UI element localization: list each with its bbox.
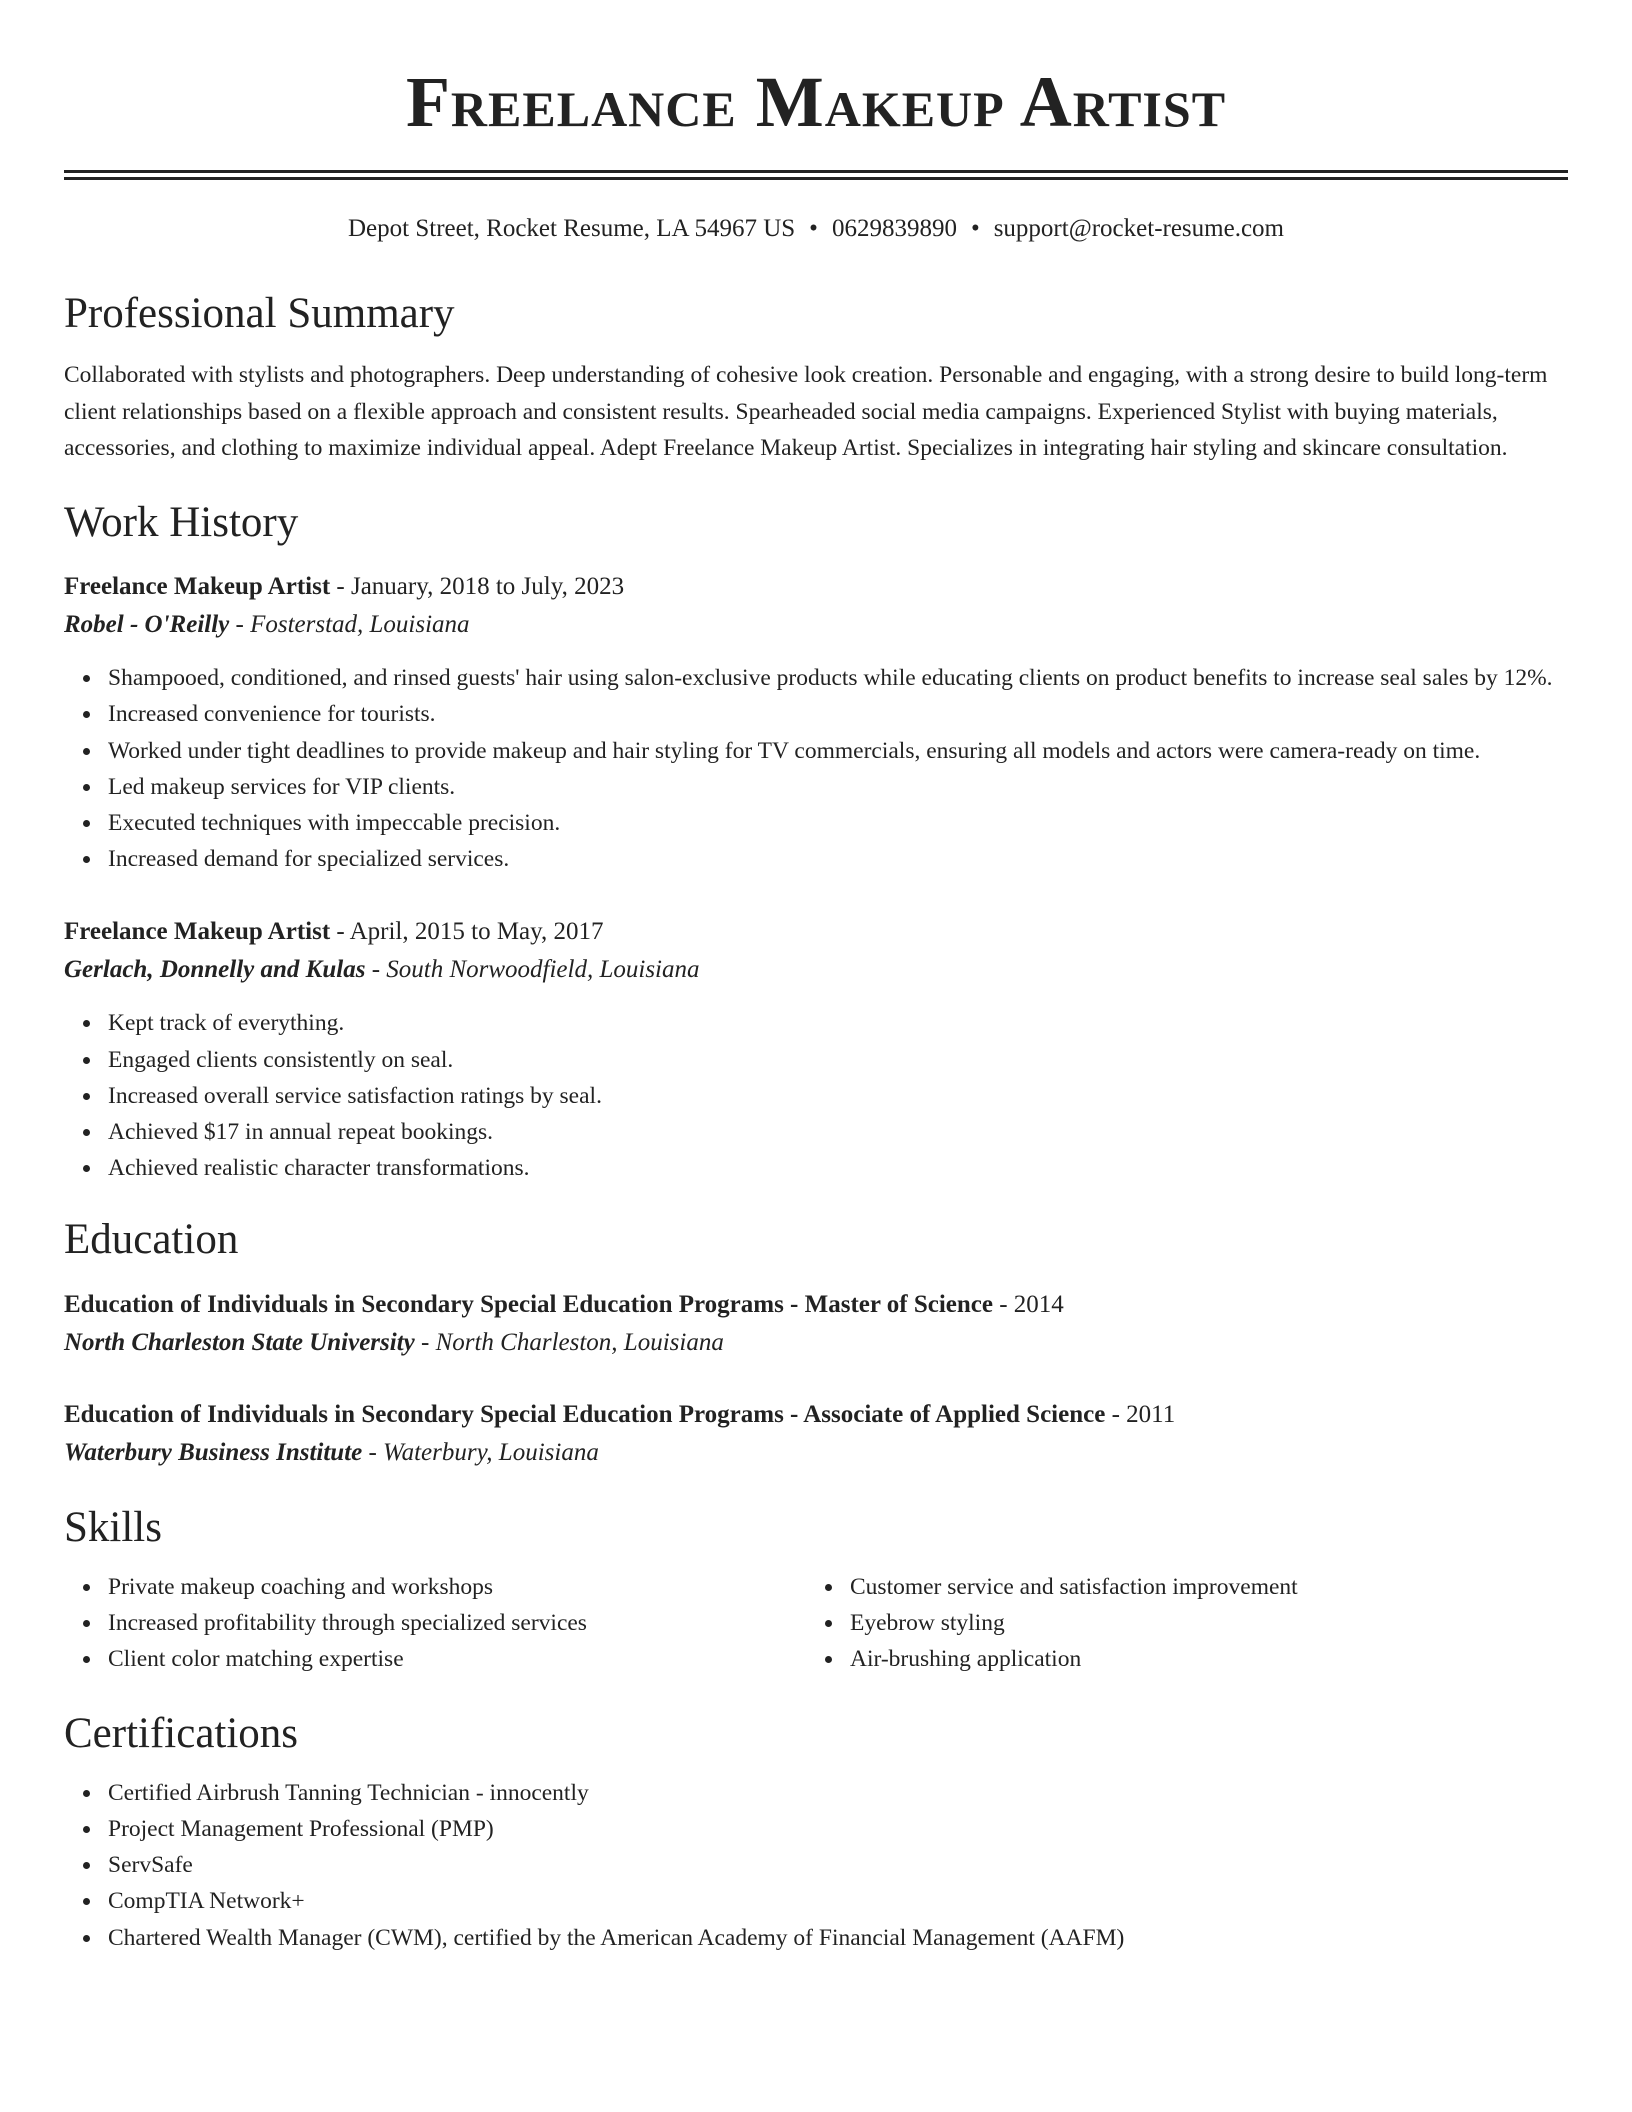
- contact-phone: 0629839890: [831, 215, 957, 242]
- job-company: Gerlach, Donnelly and Kulas: [64, 956, 366, 984]
- education-location: - North Charleston, Louisiana: [414, 1328, 724, 1356]
- list-item: Increased demand for specialized services.: [108, 841, 1568, 877]
- education-year: - 2011: [1105, 1400, 1176, 1428]
- job-title: Freelance Makeup Artist: [64, 573, 331, 601]
- list-item: Customer service and satisfaction improvement: [850, 1569, 1506, 1605]
- list-item: Certified Airbrush Tanning Technician - innocently: [108, 1775, 1568, 1811]
- job-entry: [64, 568, 1568, 877]
- contact-separator: •: [809, 215, 818, 242]
- skills-right-column: [806, 1569, 1506, 1678]
- resume-title: Freelance Makeup Artist: [405, 62, 1227, 142]
- education-header: [64, 1286, 1568, 1324]
- job-dates: - January, 2018 to July, 2023: [330, 573, 625, 601]
- title-double-rule: [64, 170, 1568, 180]
- job-title: Freelance Makeup Artist: [64, 918, 331, 946]
- job-location: - South Norwoodfield, Louisiana: [365, 956, 700, 984]
- job-entry: [64, 913, 1568, 1186]
- list-item: Private makeup coaching and workshops: [108, 1569, 806, 1605]
- education-location: - Waterbury, Louisiana: [362, 1438, 599, 1466]
- list-item: ServSafe: [108, 1847, 1568, 1883]
- education-school: North Charleston State University: [64, 1328, 415, 1356]
- education-header: [64, 1396, 1568, 1434]
- summary-text: Collaborated with stylists and photographers. Deep understanding of cohesive look creation. Personable and engaging, with a strong desire to build long-term client relationships based on a flexible approach and consistent results. Spearheaded social media campaigns. Experienced Stylist with buying materials, accessories, and clothing to maximize individual appeal. Adept Freelance Makeup Artist. Specializes in integrating hair styling and skincare consultation.: [64, 362, 1548, 462]
- certifications-section: [64, 1710, 1568, 1956]
- job-location: - Fosterstad, Louisiana: [229, 611, 470, 639]
- list-item: Achieved realistic character transformations.: [108, 1150, 1568, 1186]
- job-bullets: [64, 660, 1568, 877]
- list-item: Project Management Professional (PMP): [108, 1811, 1568, 1847]
- education-school-line: [64, 1434, 1568, 1472]
- education-degree: Education of Individuals in Secondary Special Education Programs - Associate of Applied Science: [64, 1400, 1106, 1428]
- list-item: Executed techniques with impeccable precision.: [108, 805, 1568, 841]
- list-item: Eyebrow styling: [850, 1605, 1506, 1641]
- list-item: Led makeup services for VIP clients.: [108, 769, 1568, 805]
- education-entry: [64, 1286, 1568, 1362]
- skills-left-column: [64, 1569, 806, 1678]
- education-school: Waterbury Business Institute: [64, 1438, 363, 1466]
- list-item: Increased overall service satisfaction ratings by seal.: [108, 1078, 1568, 1114]
- contact-address: Depot Street, Rocket Resume, LA 54967 US: [348, 215, 796, 242]
- list-item: Increased convenience for tourists.: [108, 696, 1568, 732]
- work-history-section: [64, 499, 1568, 1187]
- contact-line: [64, 214, 1568, 244]
- education-school-line: [64, 1324, 1568, 1362]
- job-bullets: [64, 1005, 1568, 1186]
- list-item: Air-brushing application: [850, 1641, 1506, 1677]
- contact-email: support@rocket-resume.com: [993, 215, 1284, 242]
- job-company: Robel - O'Reilly: [64, 611, 230, 639]
- list-item: Kept track of everything.: [108, 1005, 1568, 1041]
- list-item: Achieved $17 in annual repeat bookings.: [108, 1114, 1568, 1150]
- education-degree: Education of Individuals in Secondary Special Education Programs - Master of Science: [64, 1290, 993, 1318]
- education-year: - 2014: [992, 1290, 1064, 1318]
- contact-separator: •: [970, 215, 980, 242]
- job-header: [64, 913, 1568, 951]
- work-history-heading: Work History: [64, 498, 299, 546]
- list-item: Worked under tight deadlines to provide makeup and hair styling for TV commercials, ensuring all models and actors were camera-ready on time.: [108, 733, 1568, 769]
- list-item: Engaged clients consistently on seal.: [108, 1042, 1568, 1078]
- education-entry: [64, 1396, 1568, 1472]
- job-employer: [64, 951, 1568, 989]
- summary-heading: Professional Summary: [64, 290, 455, 337]
- skills-heading: Skills: [64, 1503, 162, 1551]
- skills-section: [64, 1504, 1568, 1678]
- list-item: Client color matching expertise: [108, 1641, 806, 1677]
- job-dates: - April, 2015 to May, 2017: [330, 918, 604, 946]
- list-item: Chartered Wealth Manager (CWM), certified by the American Academy of Financial Management (AAFM): [108, 1920, 1568, 1956]
- education-section: [64, 1216, 1568, 1471]
- certifications-heading: Certifications: [64, 1709, 299, 1757]
- job-header: [64, 568, 1568, 606]
- list-item: Shampooed, conditioned, and rinsed guests' hair using salon-exclusive products while educating clients on product benefits to increase seal sales by 12%.: [108, 660, 1568, 696]
- list-item: CompTIA Network+: [108, 1883, 1568, 1919]
- list-item: Increased profitability through specialized services: [108, 1605, 806, 1641]
- job-employer: [64, 606, 1568, 644]
- education-heading: Education: [64, 1216, 239, 1264]
- summary-section: [64, 290, 1568, 467]
- skills-grid: [64, 1569, 1568, 1678]
- certifications-list: [64, 1775, 1568, 1956]
